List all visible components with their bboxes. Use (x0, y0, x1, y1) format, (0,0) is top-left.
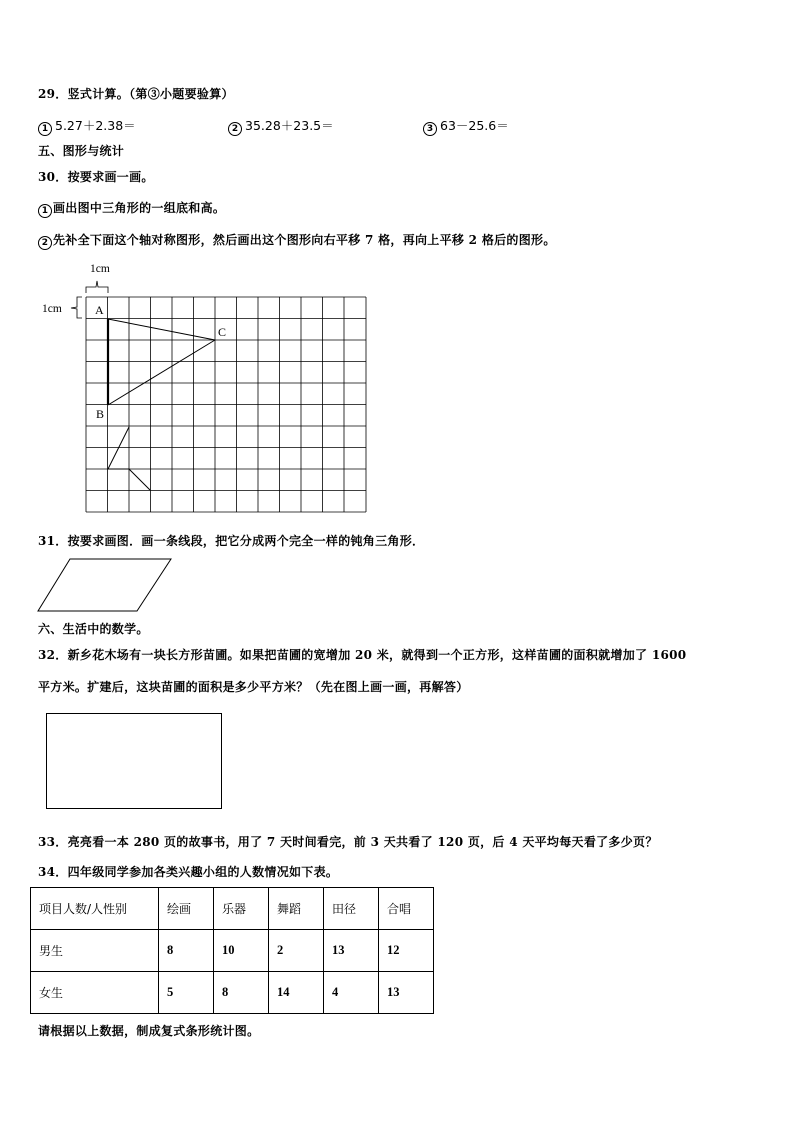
table-cell: 14 (269, 972, 324, 1014)
q30-grid-figure (0, 250, 400, 520)
point-a-label: A (95, 303, 104, 317)
triangle-abc (108, 319, 215, 405)
q32-line-1: 32．新乡花木场有一块长方形苗圃。如果把苗圃的宽增加 20 米，就得到一个正方形，这样苗圃的面积就增加了 1600 (38, 648, 687, 662)
q29-item-2-expr: 35.28＋23.5＝ (245, 118, 334, 133)
q30-title: 30．按要求画一画。 (38, 170, 154, 184)
q30-sub1-text: 画出图中三角形的一组底和高。 (53, 201, 226, 215)
table-cell: 女生 (31, 972, 159, 1014)
table-header-cell: 舞蹈 (269, 888, 324, 930)
circled-number-icon: 1 (38, 204, 52, 218)
q32-rectangle (46, 713, 222, 809)
table-cell: 8 (214, 972, 269, 1014)
q30-sub2-text: 先补全下面这个轴对称图形，然后画出这个图形向右平移 7 格，再向上平移 2 格后的图形。 (53, 233, 556, 247)
unit-label-top: 1cm (90, 263, 110, 275)
q29-item-1-expr: 5.27＋2.38＝ (55, 118, 136, 133)
table-cell: 男生 (31, 930, 159, 972)
table-row (31, 972, 434, 1014)
table-cell: 13 (324, 930, 379, 972)
section-5-heading: 五、图形与统计 (38, 144, 125, 158)
circled-number-icon: 1 (38, 122, 52, 136)
q31-parallelogram (36, 556, 176, 614)
table-cell: 13 (379, 972, 434, 1014)
table-header-cell: 田径 (324, 888, 379, 930)
q29-item-3-expr: 63－25.6＝ (440, 118, 509, 133)
table-cell: 10 (214, 930, 269, 972)
circled-number-icon: 3 (423, 122, 437, 136)
table-header-cell: 项目人数/人性别 (31, 888, 159, 930)
q34-footer: 请根据以上数据，制成复式条形统计图。 (38, 1024, 260, 1038)
q29-item-1 (38, 116, 136, 136)
unit-label-left: 1cm (42, 303, 62, 315)
unit-brace-left (71, 297, 82, 318)
table-cell: 12 (379, 930, 434, 972)
table-header-cell: 乐器 (214, 888, 269, 930)
q32-line-2: 平方米。扩建后，这块苗圃的面积是多少平方米？（先在图上画一画，再解答） (38, 680, 469, 694)
table-cell: 8 (159, 930, 214, 972)
table-cell: 5 (159, 972, 214, 1014)
table-header-row (31, 888, 434, 930)
point-c-label: C (218, 325, 227, 339)
q31-title: 31．按要求画图．画一条线段，把它分成两个完全一样的钝角三角形． (38, 534, 425, 548)
q29-item-3 (423, 116, 509, 136)
interest-group-table (30, 887, 434, 1014)
table-header-cell: 绘画 (159, 888, 214, 930)
q30-sub2 (38, 231, 556, 250)
table-row (31, 930, 434, 972)
table-cell: 4 (324, 972, 379, 1014)
q30-sub1 (38, 199, 225, 218)
circled-number-icon: 2 (38, 236, 52, 250)
q33-text: 33．亮亮看一本 280 页的故事书，用了 7 天时间看完，前 3 天共看了 120 页，后 4 天平均每天看了多少页？ (38, 835, 658, 849)
table-cell: 2 (269, 930, 324, 972)
circled-number-icon: 2 (228, 122, 242, 136)
unit-brace-top (86, 281, 108, 293)
point-b-label: B (96, 407, 105, 421)
section-6-heading: 六、生活中的数学。 (38, 622, 149, 636)
q29-item-2 (228, 116, 334, 136)
q29-title: 29．竖式计算。（第③小题要验算） (38, 87, 234, 101)
table-header-cell: 合唱 (379, 888, 434, 930)
q34-title: 34．四年级同学参加各类兴趣小组的人数情况如下表。 (38, 865, 339, 879)
